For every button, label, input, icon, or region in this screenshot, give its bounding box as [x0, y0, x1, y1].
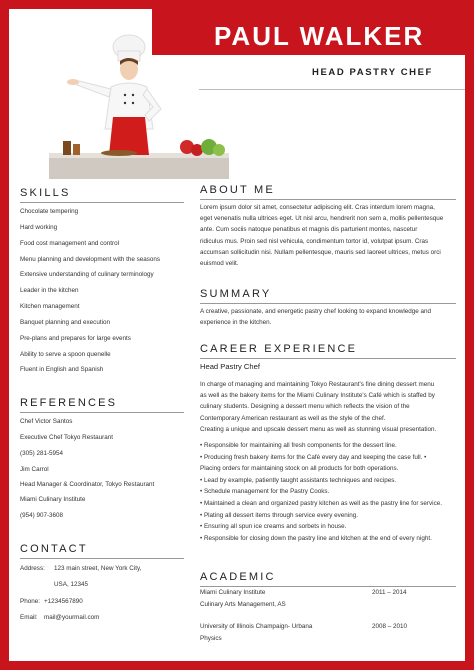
candidate-name: PAUL WALKER: [214, 21, 425, 51]
phone-label: Phone:: [20, 598, 40, 605]
list-item: • Responsible for closing down the pastry line and kitchen at the end of every night.: [200, 534, 432, 542]
academic-divider: [200, 586, 456, 587]
academic-program: Physics: [200, 635, 222, 642]
address-line-1: 123 main street, New York City,: [54, 565, 142, 572]
list-item: • Lead by example, patiently taught assistants techniques and recipes.: [200, 476, 397, 484]
email-value[interactable]: mail@yourmail.com: [44, 614, 100, 621]
list-item: Banquet planning and execution: [20, 319, 110, 326]
career-intro: In charge of managing and maintaining Tokyo Restaurant's fine dining dessert menu as well as the bakery items for the Miami Culinary Institute's Café which is staffed by culinary students. Designing a dessert menu which reflects the vision of the Contemporary American restaurant as well as the style of the chef. Creating a unique and upscale dessert menu as well as stunning visual presentation.: [200, 381, 437, 433]
list-item: Food cost management and control: [20, 240, 120, 247]
job-title: HEAD PASTRY CHEF: [312, 67, 433, 78]
reference-line: Executive Chef Tokyo Restaurant: [20, 434, 113, 441]
reference-line: Chef Victor Santos: [20, 418, 73, 425]
reference-line: (305) 281-5954: [20, 450, 64, 457]
list-item: Fluent in English and Spanish: [20, 366, 104, 373]
list-item: • Plating all dessert items through service every evening.: [200, 511, 358, 519]
list-item: Leader in the kitchen: [20, 287, 79, 294]
summary-divider: [200, 303, 456, 304]
skills-heading: SKILLS: [20, 187, 71, 199]
references-divider: [20, 412, 184, 413]
list-item: Placing orders for maintaining stock on all products for both operations.: [200, 465, 399, 473]
reference-line: Miami Culinary Institute: [20, 496, 86, 503]
resume-page: [9, 9, 465, 661]
career-divider: [200, 358, 456, 359]
academic-school: University of Illinois Champaign- Urbana: [200, 623, 313, 630]
role-title: Head Pastry Chef: [200, 362, 260, 371]
list-item: • Maintained a clean and organized pastry kitchen as well as the pastry line for service.: [200, 499, 442, 507]
chef-photo: [49, 29, 229, 179]
about-divider: [200, 199, 456, 200]
list-item: Ability to serve a spoon quenelle: [20, 351, 111, 358]
references-heading: REFERENCES: [20, 397, 118, 409]
list-item: • Schedule management for the Pastry Cooks.: [200, 488, 330, 496]
academic-school: Miami Culinary Institute: [200, 589, 266, 596]
about-text: Lorem ipsum dolor sit amet, consectetur adipiscing elit. Cras interdum lorem magna, eget venenatis nulla ultrices eget. Ut nisl arcu, hendrerit non sem a, mollis pellentesque ante. Cum sociis natoque penatibus et magnis dis parturient montes, nascetur ridiculus mus. Proin sed nisl vehicula, condimentum tortor id, volutpat ipsum. Cras accumsan sollicitudin nisi. Nullam pellentesque, mauris sed laoreet ultrices, metus orci euismod velit.: [200, 204, 444, 268]
career-bullets: [200, 440, 456, 544]
academic-heading: ACADEMIC: [200, 571, 276, 583]
list-item: • Ensuring all spun ice creams and sorbets in house.: [200, 523, 347, 531]
list-item: • Producing fresh bakery items for the Café every day and keeping the case full. •: [200, 453, 427, 461]
reference-line: (954) 907-3608: [20, 512, 64, 519]
address-line-2: USA, 12345: [54, 581, 88, 588]
list-item: Kitchen management: [20, 303, 80, 310]
about-heading: ABOUT ME: [200, 184, 275, 196]
reference-line: Jim Carrol: [20, 466, 49, 473]
academic-years: 2008 – 2010: [372, 623, 408, 630]
address-label: Address:: [20, 565, 45, 572]
reference-line: Head Manager & Coordinator, Tokyo Restaurant: [20, 481, 155, 488]
title-divider: [199, 89, 465, 90]
list-item: Chocolate tempering: [20, 208, 79, 215]
summary-text: A creative, passionate, and energetic pastry chef looking to expand knowledge and experience in the kitchen.: [200, 308, 432, 327]
list-item: Menu planning and development with the seasons: [20, 256, 161, 263]
list-item: Pre-plans and prepares for large events: [20, 335, 131, 342]
email-label: Email:: [20, 614, 38, 621]
academic-years: 2011 – 2014: [372, 589, 407, 596]
career-heading: CAREER EXPERIENCE: [200, 343, 358, 355]
summary-heading: SUMMARY: [200, 288, 272, 300]
phone-value[interactable]: +1234567890: [44, 598, 83, 605]
contact-divider: [20, 558, 184, 559]
contact-heading: CONTACT: [20, 543, 88, 555]
list-item: • Responsible for maintaining all fresh components for the dessert line.: [200, 442, 397, 449]
skills-divider: [20, 202, 184, 203]
academic-program: Culinary Arts Management, AS: [200, 601, 286, 608]
list-item: Extensive understanding of culinary terminology: [20, 271, 154, 278]
list-item: Hard working: [20, 224, 58, 231]
